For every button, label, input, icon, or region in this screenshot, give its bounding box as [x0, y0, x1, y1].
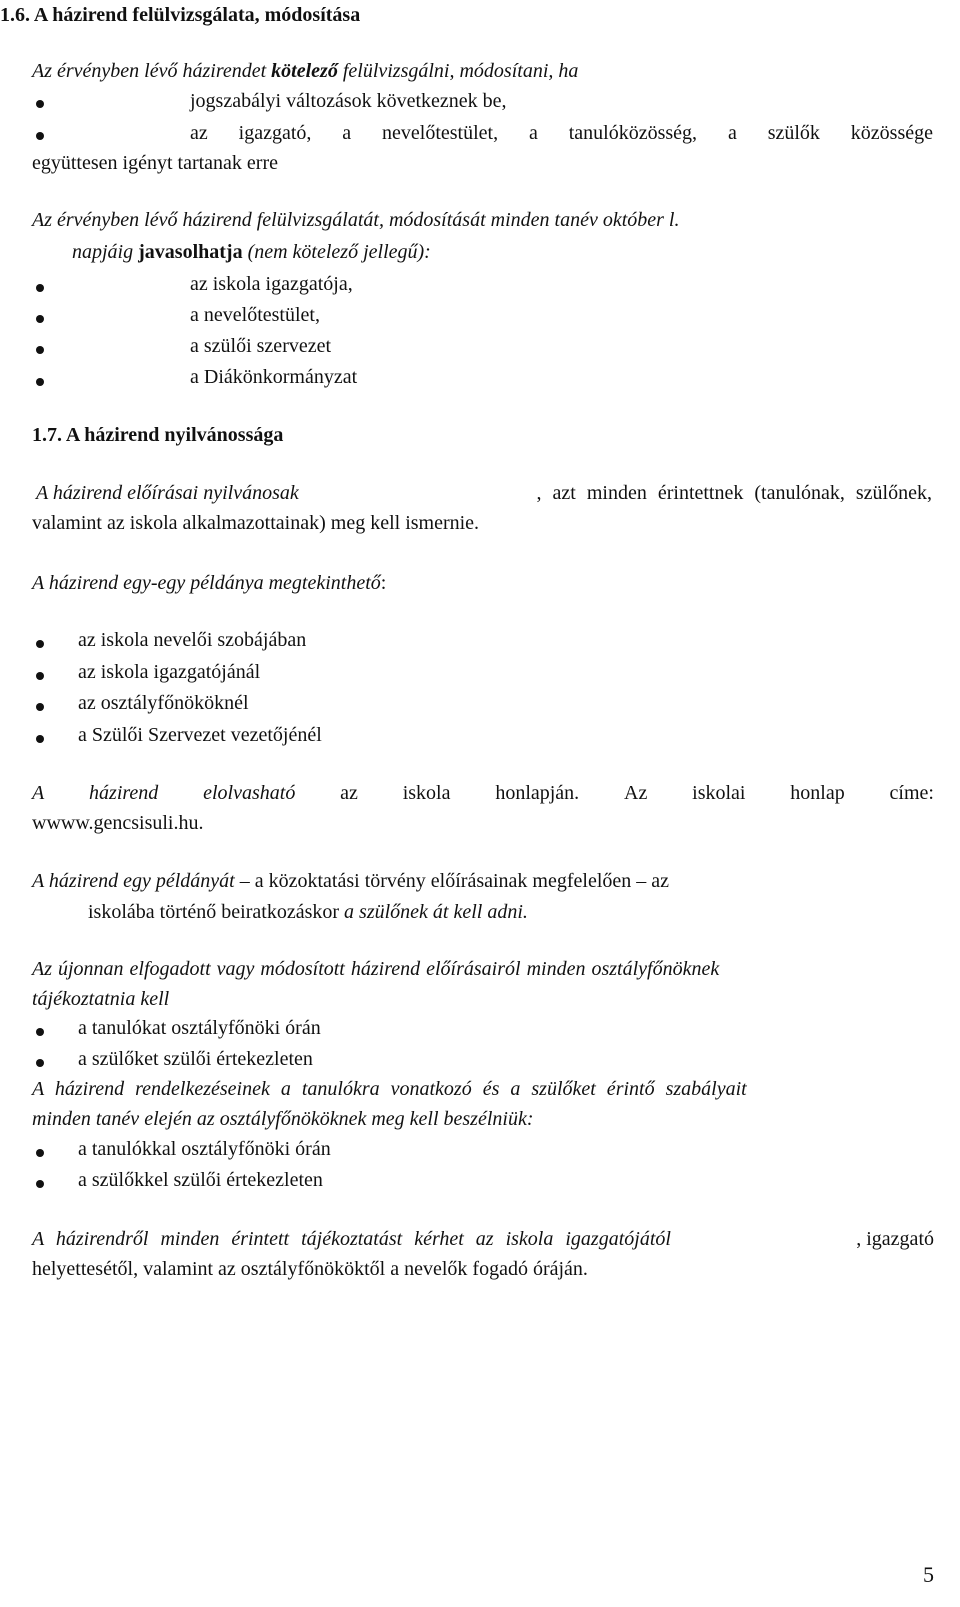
proposal-paragraph-line2: napjáig javasolhatja (nem kötelező jellegű): — [72, 241, 431, 263]
list-item: a szülői szervezet — [190, 335, 332, 357]
word: közössége — [850, 122, 933, 144]
discuss-paragraph-line2: minden tanév elején az osztályfőnököknek meg kell beszélniük: — [32, 1108, 534, 1130]
inform-paragraph-line1: Az újonnan elfogadott vagy módosított házirend előírásairól minden osztályfőnöknek — [32, 958, 720, 980]
list-item — [190, 118, 933, 148]
copies-intro: A házirend egy-egy példánya megtekinthető: — [32, 572, 387, 594]
bullet-icon — [36, 672, 44, 680]
bullet-icon — [36, 1059, 44, 1067]
list-item: a Diákönkormányzat — [190, 366, 358, 388]
list-item-text — [190, 118, 933, 148]
bullet-icon — [36, 735, 44, 743]
list-item: a Szülői Szervezet vezetőjénél — [78, 724, 322, 746]
word: Az — [624, 782, 648, 804]
bullet-icon — [36, 640, 44, 648]
section-heading-1-6: 1.6. A házirend felülvizsgálata, módosítása — [0, 4, 361, 26]
publicity-italic: A házirend előírásai nyilvánosak — [36, 482, 299, 504]
publicity-paragraph-line2: valamint az iskola alkalmazottainak) meg kell ismernie. — [32, 512, 480, 534]
bullet-icon — [36, 1149, 44, 1157]
word: a — [727, 122, 737, 144]
word: az — [190, 122, 208, 144]
list-item: a szülőket szülői értekezleten — [78, 1048, 313, 1070]
list-item: jogszabályi változások következnek be, — [190, 90, 507, 112]
handover-paragraph-line1: A házirend egy példányát – a közoktatási törvény előírásainak megfelelően – az — [32, 870, 670, 892]
list-item: az iskola igazgatója, — [190, 273, 353, 295]
bullet-icon — [36, 703, 44, 711]
word: házirend — [89, 782, 159, 804]
bullet-icon — [36, 284, 44, 292]
inform-paragraph-line2: tájékoztatnia kell — [32, 988, 170, 1010]
bullet-icon — [36, 132, 44, 140]
word: címe: — [889, 782, 934, 804]
word: nevelőtestület, — [382, 122, 499, 144]
word: a — [342, 122, 352, 144]
final-paragraph-line2: helyettesétől, valamint az osztályfőnököktől a nevelők fogadó óráján. — [32, 1258, 588, 1280]
bullet-icon — [36, 378, 44, 386]
list-item: a tanulókat osztályfőnöki órán — [78, 1017, 321, 1039]
word: A — [32, 782, 45, 804]
word: tanulóközösség, — [568, 122, 698, 144]
discuss-paragraph-line1: A házirend rendelkezéseinek a tanulókra vonatkozó és a szülőket érintő szabályait — [32, 1078, 747, 1100]
list-item: a nevelőtestület, — [190, 304, 320, 326]
word: szülők — [767, 122, 820, 144]
word: elolvasható — [203, 782, 296, 804]
handover-paragraph-line2: iskolába történő beiratkozáskor a szülőnek át kell adni. — [88, 901, 528, 923]
bullet-icon — [36, 1180, 44, 1188]
word: a — [528, 122, 538, 144]
word: iskola — [402, 782, 451, 804]
final-text: , igazgató — [856, 1228, 934, 1250]
bullet-icon — [36, 315, 44, 323]
list-item: az iskola igazgatójánál — [78, 661, 261, 683]
list-item: az osztályfőnököknél — [78, 692, 249, 714]
website-url: wwww.gencsisuli.hu. — [32, 812, 204, 834]
list-item: a szülőkkel szülői értekezleten — [78, 1169, 323, 1191]
list-item-continuation: együttesen igényt tartanak erre — [32, 152, 278, 174]
proposal-paragraph-line1: Az érvényben lévő házirend felülvizsgálatát, módosítását minden tanév október l. — [32, 209, 680, 231]
website-paragraph-line1 — [32, 778, 934, 808]
section-heading-1-7: 1.7. A házirend nyilvánossága — [32, 424, 284, 446]
word: iskolai — [692, 782, 746, 804]
page-number: 5 — [923, 1562, 934, 1587]
bullet-icon — [36, 1028, 44, 1036]
word: honlap — [790, 782, 845, 804]
bullet-icon — [36, 100, 44, 108]
word: honlapján. — [495, 782, 580, 804]
list-item: a tanulókkal osztályfőnöki órán — [78, 1138, 331, 1160]
publicity-paragraph-line1 — [36, 478, 932, 508]
bullet-icon — [36, 346, 44, 354]
list-item: az iskola nevelői szobájában — [78, 629, 307, 651]
final-paragraph-line1 — [32, 1224, 934, 1254]
publicity-text: , azt minden érintettnek (tanulónak, szülőnek, — [536, 482, 932, 504]
final-italic: A házirendről minden érintett tájékoztatást kérhet az iskola igazgatójától — [32, 1228, 671, 1250]
intro-paragraph: Az érvényben lévő házirendet kötelező felülvizsgálni, módosítani, ha — [32, 60, 579, 82]
word: az — [340, 782, 358, 804]
word: igazgató, — [238, 122, 312, 144]
